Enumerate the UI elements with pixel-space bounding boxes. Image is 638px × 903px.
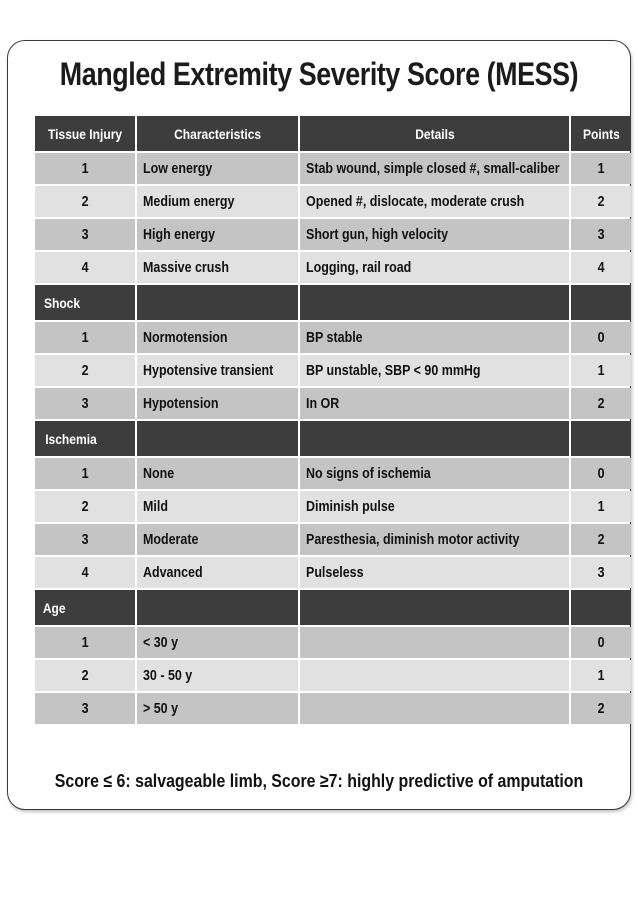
points-cell: 2: [571, 186, 631, 217]
table-header-row: [35, 116, 631, 151]
grade-cell: 1: [35, 458, 135, 489]
section-empty-cell: [571, 421, 631, 456]
table-row: [35, 491, 631, 522]
mess-table: [33, 114, 633, 726]
points-cell: 0: [571, 458, 631, 489]
section-row-shock: [35, 285, 631, 320]
grade-cell: 1: [35, 322, 135, 353]
grade-cell: 2: [35, 660, 135, 691]
table-row: [35, 627, 631, 658]
characteristic-cell: 30 - 50 y: [137, 660, 298, 691]
details-cell: BP stable: [300, 322, 569, 353]
details-cell: Short gun, high velocity: [300, 219, 569, 250]
page-title: Mangled Extremity Severity Score (MESS): [59, 56, 579, 92]
details-cell: Paresthesia, diminish motor activity: [300, 524, 569, 555]
header-characteristics: Characteristics: [137, 116, 298, 151]
grade-cell: 3: [35, 219, 135, 250]
points-cell: 1: [571, 153, 631, 184]
characteristic-cell: Normotension: [137, 322, 298, 353]
points-cell: 3: [571, 557, 631, 588]
section-row-age: [35, 590, 631, 625]
header-tissue-injury: Tissue Injury: [35, 116, 135, 151]
characteristic-cell: None: [137, 458, 298, 489]
grade-cell: 2: [35, 355, 135, 386]
characteristic-cell: Advanced: [137, 557, 298, 588]
details-cell: BP unstable, SBP < 90 mmHg: [300, 355, 569, 386]
details-cell: [300, 627, 569, 658]
section-empty-cell: [571, 285, 631, 320]
characteristic-cell: Moderate: [137, 524, 298, 555]
table-row: [35, 355, 631, 386]
points-cell: 2: [571, 388, 631, 419]
points-cell: 2: [571, 524, 631, 555]
table-row: [35, 524, 631, 555]
table-row: [35, 322, 631, 353]
grade-cell: 3: [35, 388, 135, 419]
grade-cell: 2: [35, 186, 135, 217]
table-row: [35, 693, 631, 724]
section-empty-cell: [137, 421, 298, 456]
points-cell: 1: [571, 660, 631, 691]
table-row: [35, 219, 631, 250]
table-row: [35, 252, 631, 283]
table-row: [35, 660, 631, 691]
details-cell: In OR: [300, 388, 569, 419]
details-cell: Diminish pulse: [300, 491, 569, 522]
characteristic-cell: > 50 y: [137, 693, 298, 724]
table-row: [35, 388, 631, 419]
score-interpretation-note: Score ≤ 6: salvageable limb, Score ≥7: highly predictive of amputation: [54, 770, 584, 791]
table-row: [35, 458, 631, 489]
details-cell: [300, 660, 569, 691]
grade-cell: 3: [35, 524, 135, 555]
points-cell: 1: [571, 355, 631, 386]
grade-cell: 4: [35, 557, 135, 588]
details-cell: Pulseless: [300, 557, 569, 588]
characteristic-cell: Hypotension: [137, 388, 298, 419]
details-cell: Stab wound, simple closed #, small-caliber: [300, 153, 569, 184]
section-label: Age: [35, 590, 135, 625]
details-cell: No signs of ischemia: [300, 458, 569, 489]
table-row: [35, 153, 631, 184]
section-empty-cell: [137, 590, 298, 625]
characteristic-cell: High energy: [137, 219, 298, 250]
characteristic-cell: Medium energy: [137, 186, 298, 217]
grade-cell: 1: [35, 627, 135, 658]
grade-cell: 4: [35, 252, 135, 283]
header-points: Points: [571, 116, 631, 151]
points-cell: 0: [571, 322, 631, 353]
section-label: Shock: [35, 285, 135, 320]
section-empty-cell: [300, 590, 569, 625]
section-empty-cell: [137, 285, 298, 320]
details-cell: [300, 693, 569, 724]
section-empty-cell: [571, 590, 631, 625]
characteristic-cell: Hypotensive transient: [137, 355, 298, 386]
details-cell: Logging, rail road: [300, 252, 569, 283]
details-cell: Opened #, dislocate, moderate crush: [300, 186, 569, 217]
section-empty-cell: [300, 421, 569, 456]
points-cell: 3: [571, 219, 631, 250]
section-empty-cell: [300, 285, 569, 320]
points-cell: 0: [571, 627, 631, 658]
points-cell: 2: [571, 693, 631, 724]
characteristic-cell: Massive crush: [137, 252, 298, 283]
header-details: Details: [300, 116, 569, 151]
characteristic-cell: Low energy: [137, 153, 298, 184]
points-cell: 4: [571, 252, 631, 283]
characteristic-cell: < 30 y: [137, 627, 298, 658]
section-label: Ischemia: [35, 421, 135, 456]
characteristic-cell: Mild: [137, 491, 298, 522]
grade-cell: 3: [35, 693, 135, 724]
section-row-ischemia: [35, 421, 631, 456]
grade-cell: 2: [35, 491, 135, 522]
table-row: [35, 557, 631, 588]
grade-cell: 1: [35, 153, 135, 184]
table-row: [35, 186, 631, 217]
points-cell: 1: [571, 491, 631, 522]
